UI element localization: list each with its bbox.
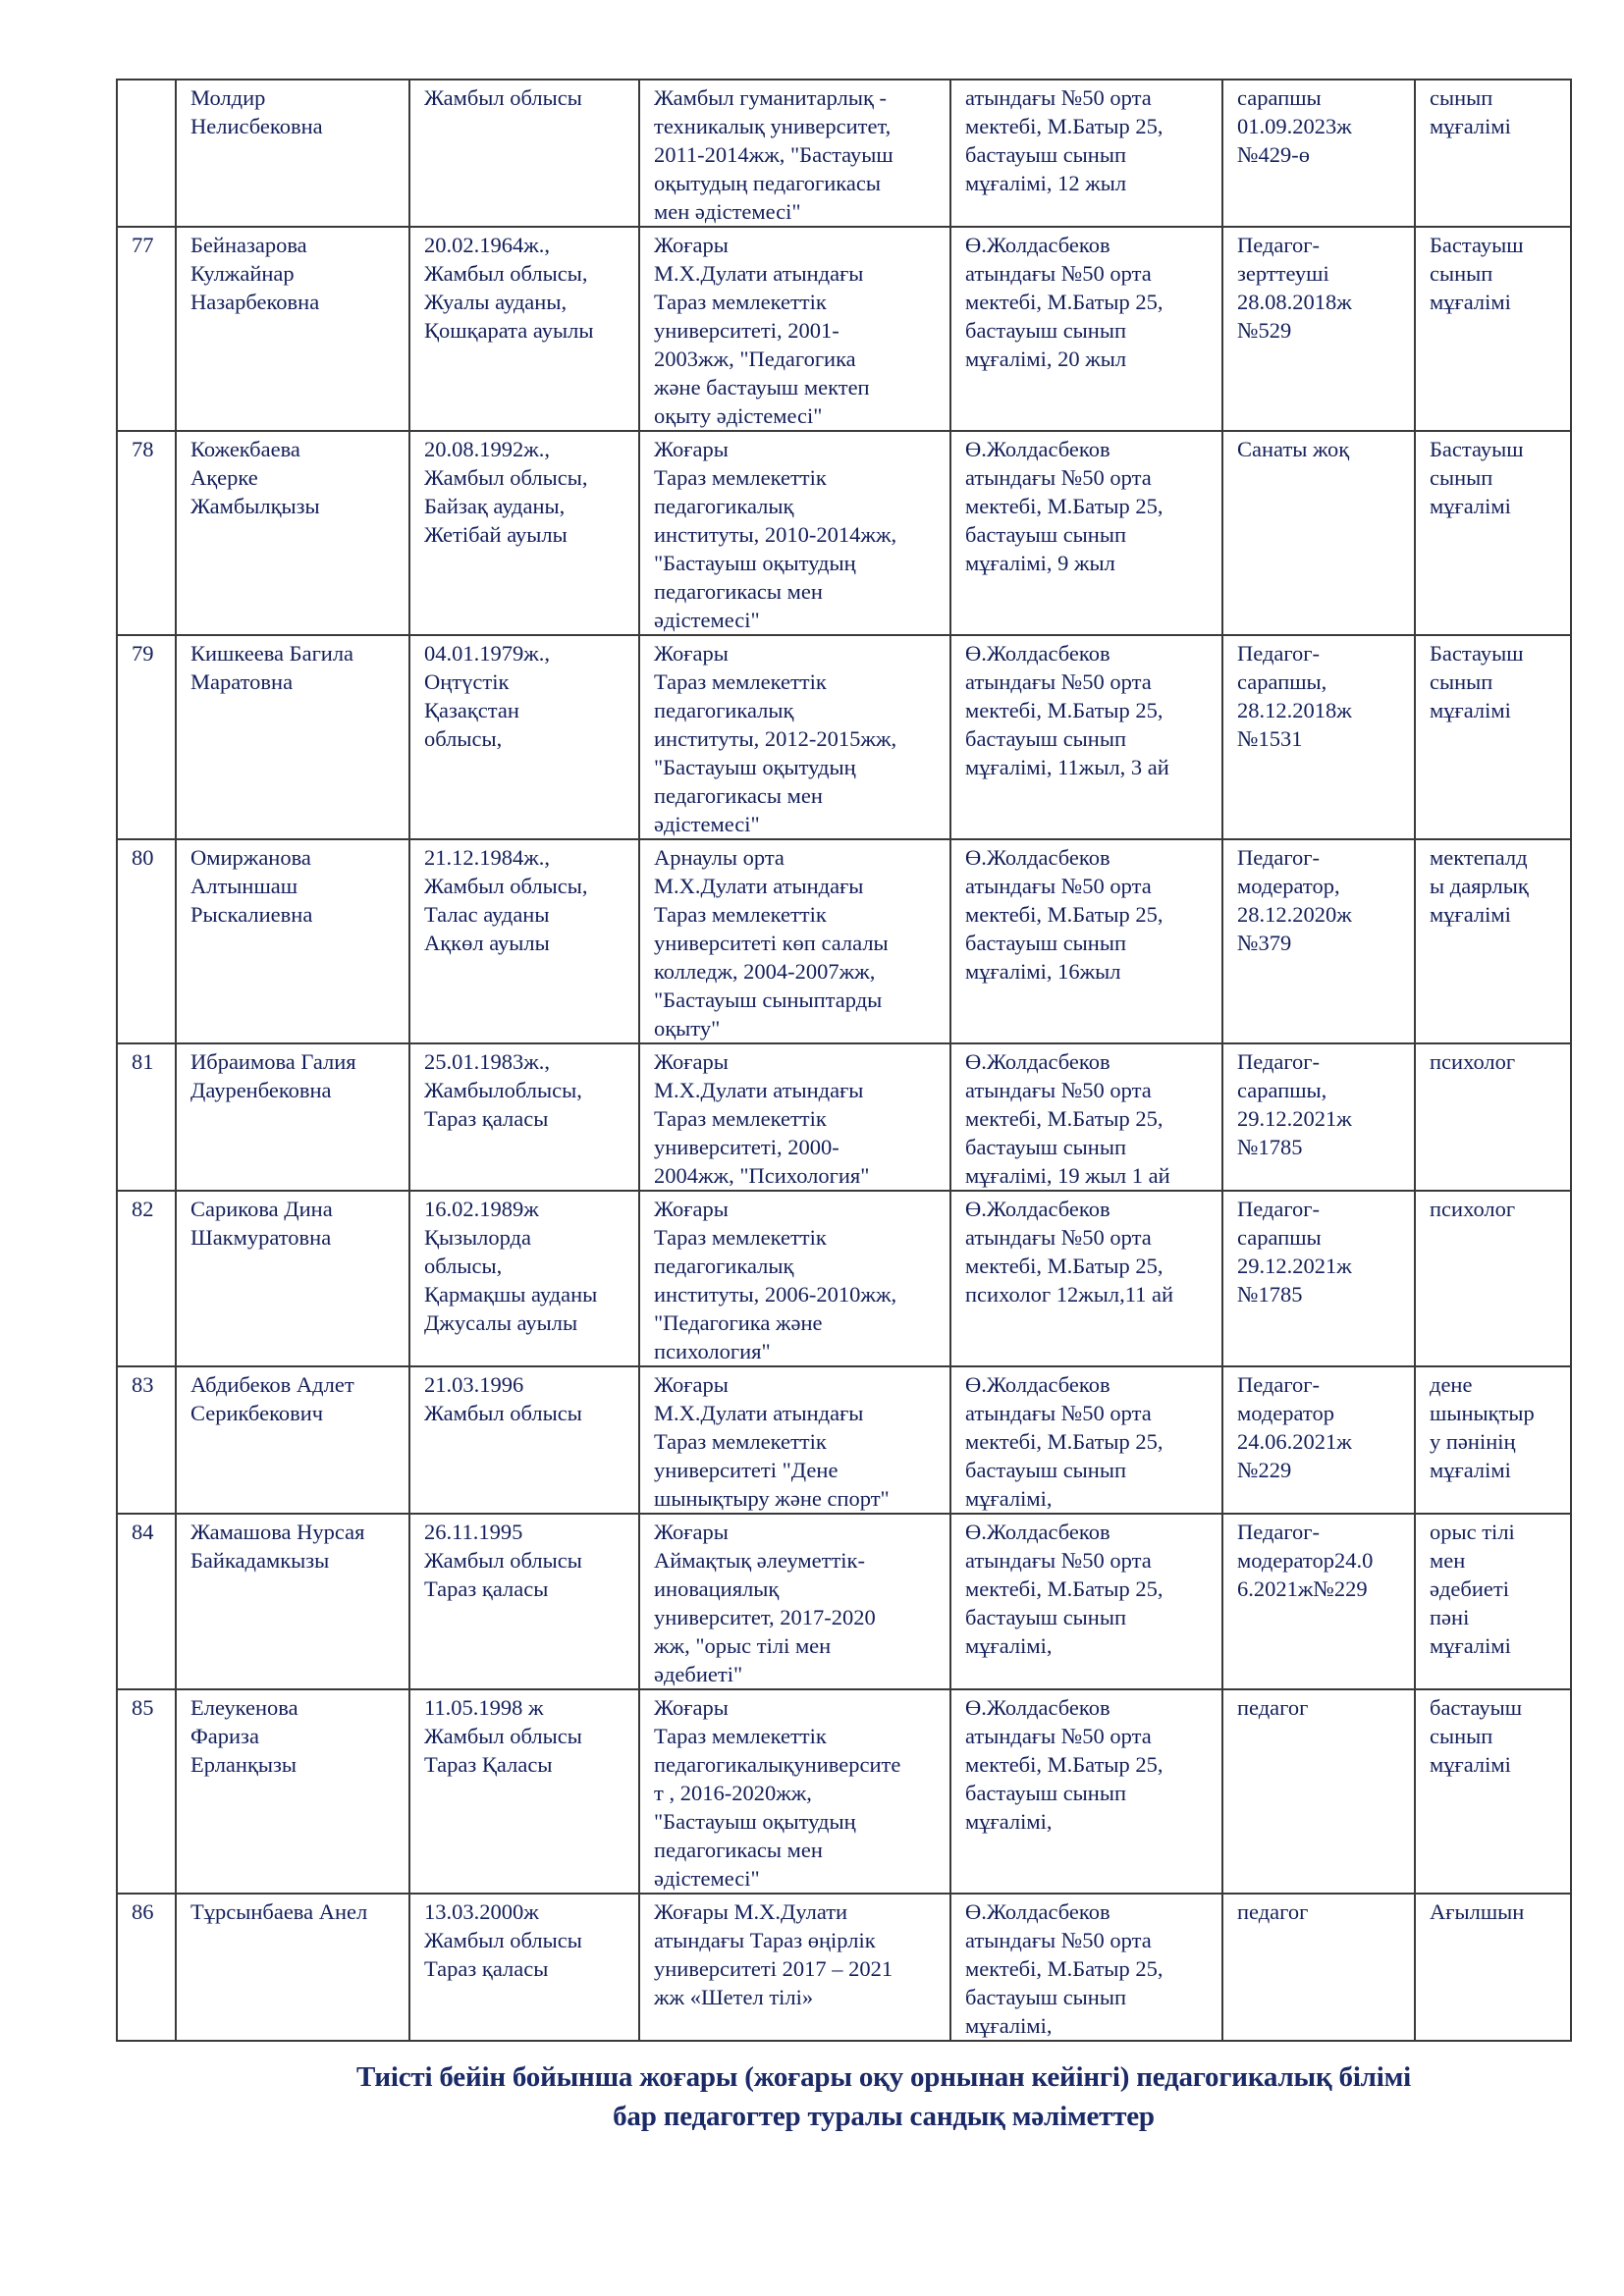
category: Педагог- сарапшы, 28.12.2018ж №1531 [1222, 635, 1415, 839]
position: психолог [1415, 1043, 1571, 1191]
workplace: Ө.Жолдасбеков атындағы №50 орта мектебі, М.Батыр 25, бастауыш сынып мұғалімі, 11жыл, 3 ай [950, 635, 1222, 839]
row-number: 80 [117, 839, 176, 1043]
teacher-name: Омиржанова Алтыншаш Рыскалиевна [176, 839, 409, 1043]
category: сарапшы 01.09.2023ж №429-ө [1222, 80, 1415, 227]
birth-info: 11.05.1998 ж Жамбыл облысы Тараз Қаласы [409, 1689, 639, 1894]
workplace: атындағы №50 орта мектебі, М.Батыр 25, бастауыш сынып мұғалімі, 12 жыл [950, 80, 1222, 227]
birth-info: 13.03.2000ж Жамбыл облысы Тараз қаласы [409, 1894, 639, 2041]
row-number: 81 [117, 1043, 176, 1191]
birth-info: 26.11.1995 Жамбыл облысы Тараз қаласы [409, 1514, 639, 1689]
row-number: 79 [117, 635, 176, 839]
workplace: Ө.Жолдасбеков атындағы №50 орта мектебі, М.Батыр 25, бастауыш сынып мұғалімі, [950, 1366, 1222, 1514]
education: Жоғары Тараз мемлекеттік педагогикалық институты, 2006-2010жж, "Педагогика және психология" [639, 1191, 950, 1366]
workplace: Ө.Жолдасбеков атындағы №50 орта мектебі, М.Батыр 25, бастауыш сынып мұғалімі, [950, 1894, 1222, 2041]
position: сынып мұғалімі [1415, 80, 1571, 227]
row-number: 83 [117, 1366, 176, 1514]
row-number [117, 80, 176, 227]
table-row [117, 227, 1571, 431]
education: Жоғары Аймақтық әлеуметтік- иновациялық университет, 2017-2020 жж, "орыс тілі мен әдебиеті" [639, 1514, 950, 1689]
category: педагог [1222, 1689, 1415, 1894]
position: Бастауыш сынып мұғалімі [1415, 635, 1571, 839]
table-row [117, 80, 1571, 227]
section-heading-line-2: бар педагогтер туралы сандық мәліметтер [613, 2101, 1155, 2132]
education: Жоғары М.Х.Дулати атындағы Тараз мемлекеттік университеті "Дене шынықтыру және спорт" [639, 1366, 950, 1514]
row-number: 82 [117, 1191, 176, 1366]
table-row [117, 635, 1571, 839]
category: педагог [1222, 1894, 1415, 2041]
position: Бастауыш сынып мұғалімі [1415, 431, 1571, 635]
education: Жамбыл гуманитарлық - техникалық университет, 2011-2014жж, "Бастауыш оқытудың педагогикасы мен әдістемесі" [639, 80, 950, 227]
table-row [117, 839, 1571, 1043]
teacher-name: Бейназарова Кулжайнар Назарбековна [176, 227, 409, 431]
birth-info: 21.03.1996 Жамбыл облысы [409, 1366, 639, 1514]
row-number: 77 [117, 227, 176, 431]
table-row [117, 1514, 1571, 1689]
birth-info: 16.02.1989ж Қызылорда облысы, Қармақшы ауданы Джусалы ауылы [409, 1191, 639, 1366]
position: дене шынықтыр у пәнінің мұғалімі [1415, 1366, 1571, 1514]
education: Жоғары Тараз мемлекеттік педагогикалықуниверсите т , 2016-2020жж, "Бастауыш оқытудың педагогикасы мен әдістемесі" [639, 1689, 950, 1894]
birth-info: 20.08.1992ж., Жамбыл облысы, Байзақ ауданы, Жетібай ауылы [409, 431, 639, 635]
education: Жоғары Тараз мемлекеттік педагогикалық институты, 2012-2015жж, "Бастауыш оқытудың педагогикасы мен әдістемесі" [639, 635, 950, 839]
education: Жоғары Тараз мемлекеттік педагогикалық институты, 2010-2014жж, "Бастауыш оқытудың педагогикасы мен әдістемесі" [639, 431, 950, 635]
teacher-name: Елеукенова Фариза Ерланқызы [176, 1689, 409, 1894]
row-number: 85 [117, 1689, 176, 1894]
teacher-name: Сарикова Дина Шакмуратовна [176, 1191, 409, 1366]
table-row [117, 1894, 1571, 2041]
birth-info: 21.12.1984ж., Жамбыл облысы, Талас ауданы Ақкөл ауылы [409, 839, 639, 1043]
category: Педагог- модератор 24.06.2021ж №229 [1222, 1366, 1415, 1514]
table-row [117, 1191, 1571, 1366]
row-number: 84 [117, 1514, 176, 1689]
workplace: Ө.Жолдасбеков атындағы №50 орта мектебі, М.Батыр 25, бастауыш сынып мұғалімі, 20 жыл [950, 227, 1222, 431]
education: Жоғары М.Х.Дулати атындағы Тараз өңірлік университеті 2017 – 2021 жж «Шетел тілі» [639, 1894, 950, 2041]
birth-info: 20.02.1964ж., Жамбыл облысы, Жуалы ауданы, Қошқарата ауылы [409, 227, 639, 431]
workplace: Ө.Жолдасбеков атындағы №50 орта мектебі, М.Батыр 25, бастауыш сынып мұғалімі, 19 жыл 1 ай [950, 1043, 1222, 1191]
workplace: Ө.Жолдасбеков атындағы №50 орта мектебі, М.Батыр 25, психолог 12жыл,11 ай [950, 1191, 1222, 1366]
staff-table [116, 79, 1572, 2042]
workplace: Ө.Жолдасбеков атындағы №50 орта мектебі, М.Батыр 25, бастауыш сынып мұғалімі, 16жыл [950, 839, 1222, 1043]
teacher-name: Молдир Нелисбековна [176, 80, 409, 227]
position: мектепалд ы даярлық мұғалімі [1415, 839, 1571, 1043]
table-row [117, 1689, 1571, 1894]
category: Педагог- сарапшы, 29.12.2021ж №1785 [1222, 1043, 1415, 1191]
category: Педагог- зерттеуші 28.08.2018ж №529 [1222, 227, 1415, 431]
birth-info: Жамбыл облысы [409, 80, 639, 227]
teacher-name: Тұрсынбаева Анел [176, 1894, 409, 2041]
category: Педагог- модератор, 28.12.2020ж №379 [1222, 839, 1415, 1043]
position: психолог [1415, 1191, 1571, 1366]
section-heading [245, 2057, 1522, 2136]
table-row [117, 1043, 1571, 1191]
education: Арнаулы орта М.Х.Дулати атындағы Тараз мемлекеттік университеті көп салалы колледж, 2004-2007жж, "Бастауыш сыныптарды оқыту" [639, 839, 950, 1043]
birth-info: 04.01.1979ж., Оңтүстік Қазақстан облысы, [409, 635, 639, 839]
teacher-name: Ибраимова Галия Дауренбековна [176, 1043, 409, 1191]
teacher-name: Кожекбаева Ақерке Жамбылқызы [176, 431, 409, 635]
workplace: Ө.Жолдасбеков атындағы №50 орта мектебі, М.Батыр 25, бастауыш сынып мұғалімі, [950, 1514, 1222, 1689]
position: бастауыш сынып мұғалімі [1415, 1689, 1571, 1894]
table-row [117, 431, 1571, 635]
education: Жоғары М.Х.Дулати атындағы Тараз мемлекеттік университеті, 2000- 2004жж, "Психология" [639, 1043, 950, 1191]
row-number: 78 [117, 431, 176, 635]
education: Жоғары М.Х.Дулати атындағы Тараз мемлекеттік университеті, 2001- 2003жж, "Педагогика және бастауыш мектеп оқыту әдістемесі" [639, 227, 950, 431]
teacher-name: Жамашова Нурсая Байкадамкызы [176, 1514, 409, 1689]
position: Ағылшын [1415, 1894, 1571, 2041]
table-row [117, 1366, 1571, 1514]
position: Бастауыш сынып мұғалімі [1415, 227, 1571, 431]
position: орыс тілі мен әдебиеті пәні мұғалімі [1415, 1514, 1571, 1689]
category: Педагог- сарапшы 29.12.2021ж №1785 [1222, 1191, 1415, 1366]
teacher-name: Абдибеков Адлет Серикбекович [176, 1366, 409, 1514]
category: Педагог- модератор24.0 6.2021ж№229 [1222, 1514, 1415, 1689]
birth-info: 25.01.1983ж., Жамбылоблысы, Тараз қаласы [409, 1043, 639, 1191]
category: Санаты жоқ [1222, 431, 1415, 635]
workplace: Ө.Жолдасбеков атындағы №50 орта мектебі, М.Батыр 25, бастауыш сынып мұғалімі, 9 жыл [950, 431, 1222, 635]
row-number: 86 [117, 1894, 176, 2041]
teacher-name: Кишкеева Багила Маратовна [176, 635, 409, 839]
workplace: Ө.Жолдасбеков атындағы №50 орта мектебі, М.Батыр 25, бастауыш сынып мұғалімі, [950, 1689, 1222, 1894]
section-heading-line-1: Тиісті бейін бойынша жоғары (жоғары оқу орнынан кейінгі) педагогикалық білімі [355, 2061, 1412, 2093]
